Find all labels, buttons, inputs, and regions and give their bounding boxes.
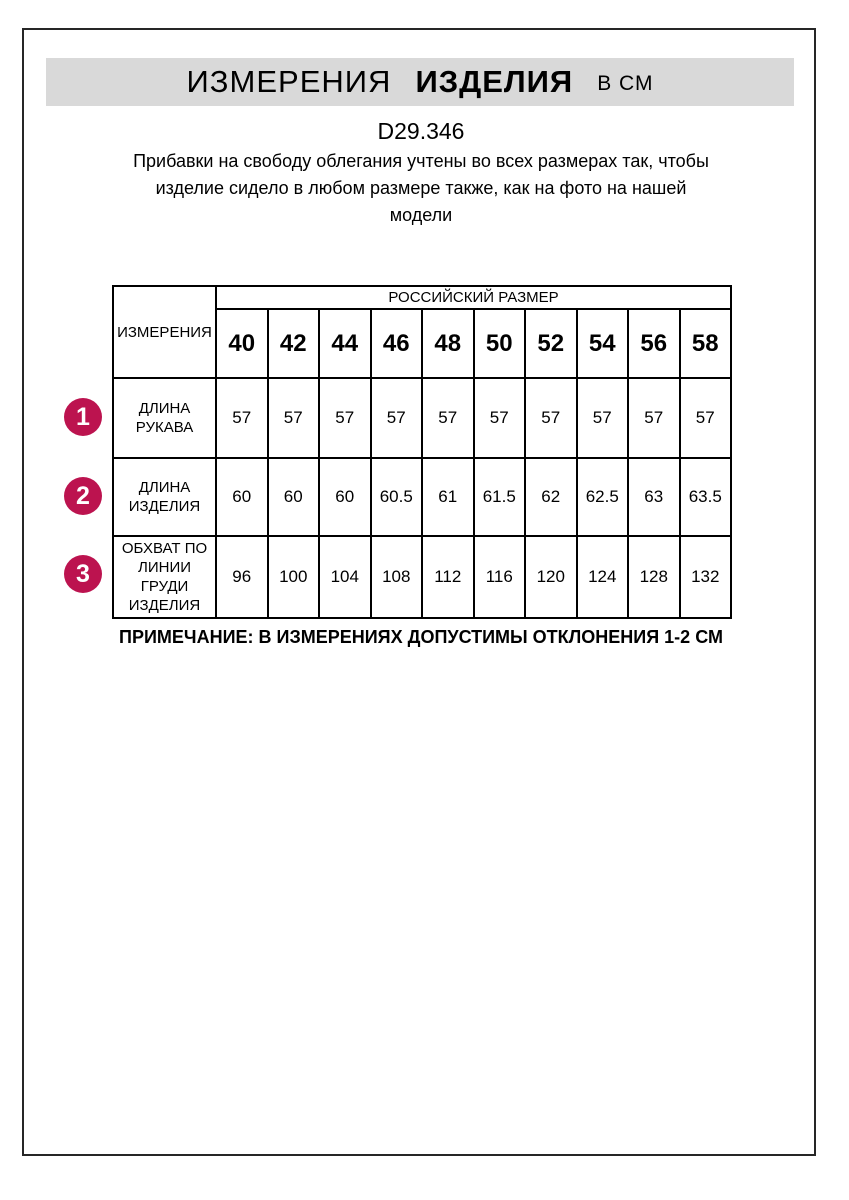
- size-col-header-52: 52: [525, 309, 577, 378]
- table-corner-header: ИЗМЕРЕНИЯ: [113, 286, 216, 378]
- size-col-header-56: 56: [628, 309, 680, 378]
- table-group-header-row: [113, 286, 731, 309]
- model-code: D29.346: [377, 118, 465, 144]
- cell-value: 112: [422, 536, 474, 618]
- page-border-frame: [22, 28, 816, 1156]
- fit-description-line-3: модели: [389, 205, 453, 225]
- row-label-sleeve-length: ДЛИНА РУКАВА: [113, 378, 216, 458]
- cell-value: 62: [525, 458, 577, 536]
- cell-value: 132: [680, 536, 732, 618]
- fit-description: [24, 148, 818, 229]
- cell-value: 100: [268, 536, 320, 618]
- fit-description-line-2: изделие сидело в любом размере также, как на фото на нашей: [155, 178, 687, 198]
- fit-description-line-1: Прибавки на свободу облегания учтены во всех размерах так, чтобы: [133, 151, 709, 171]
- page-title-product: ИЗДЕЛИЯ: [415, 64, 574, 99]
- size-col-header-46: 46: [371, 309, 423, 378]
- table-group-header: РОССИЙСКИЙ РАЗМЕР: [216, 286, 731, 309]
- cell-value: 57: [628, 378, 680, 458]
- cell-value: 62.5: [577, 458, 629, 536]
- size-col-header-58: 58: [680, 309, 732, 378]
- cell-value: 60: [216, 458, 268, 536]
- page-title-measurements: ИЗМЕРЕНИЯ: [186, 64, 392, 99]
- title-bar: [46, 58, 794, 106]
- tolerance-note: ПРИМЕЧАНИЕ: В ИЗМЕРЕНИЯХ ДОПУСТИМЫ ОТКЛОНЕНИЯ 1-2 СМ: [119, 627, 723, 647]
- size-col-header-44: 44: [319, 309, 371, 378]
- cell-value: 104: [319, 536, 371, 618]
- table-row-chest-girth: [113, 536, 731, 618]
- size-col-header-50: 50: [474, 309, 526, 378]
- cell-value: 57: [268, 378, 320, 458]
- size-col-header-54: 54: [577, 309, 629, 378]
- size-col-header-40: 40: [216, 309, 268, 378]
- row-label-garment-length: ДЛИНА ИЗДЕЛИЯ: [113, 458, 216, 536]
- cell-value: 108: [371, 536, 423, 618]
- cell-value: 124: [577, 536, 629, 618]
- page-title-units: В СМ: [597, 72, 654, 95]
- size-col-header-42: 42: [268, 309, 320, 378]
- cell-value: 57: [680, 378, 732, 458]
- cell-value: 61.5: [474, 458, 526, 536]
- cell-value: 57: [216, 378, 268, 458]
- cell-value: 63.5: [680, 458, 732, 536]
- size-table: [112, 285, 732, 619]
- cell-value: 120: [525, 536, 577, 618]
- cell-value: 60: [319, 458, 371, 536]
- cell-value: 128: [628, 536, 680, 618]
- cell-value: 57: [371, 378, 423, 458]
- cell-value: 57: [422, 378, 474, 458]
- cell-value: 116: [474, 536, 526, 618]
- cell-value: 57: [319, 378, 371, 458]
- row-label-chest-girth: ОБХВАТ ПО ЛИНИИ ГРУДИ ИЗДЕЛИЯ: [113, 536, 216, 618]
- table-row-garment-length: [113, 458, 731, 536]
- cell-value: 63: [628, 458, 680, 536]
- cell-value: 60.5: [371, 458, 423, 536]
- row-marker-2: 2: [64, 477, 102, 515]
- cell-value: 57: [577, 378, 629, 458]
- size-col-header-48: 48: [422, 309, 474, 378]
- row-marker-1: 1: [64, 398, 102, 436]
- table-row-sleeve-length: [113, 378, 731, 458]
- row-marker-3: 3: [64, 555, 102, 593]
- cell-value: 60: [268, 458, 320, 536]
- cell-value: 61: [422, 458, 474, 536]
- cell-value: 57: [474, 378, 526, 458]
- cell-value: 57: [525, 378, 577, 458]
- cell-value: 96: [216, 536, 268, 618]
